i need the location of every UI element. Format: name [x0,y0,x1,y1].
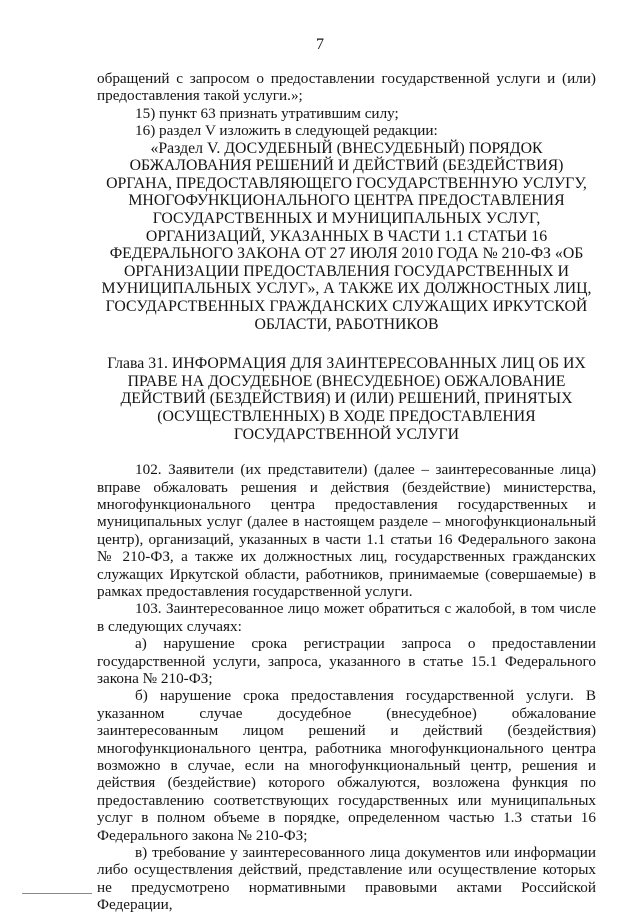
section-title: «Раздел V. ДОСУДЕБНЫЙ (ВНЕСУДЕБНЫЙ) ПОРЯДОК ОБЖАЛОВАНИЯ РЕШЕНИЙ И ДЕЙСТВИЙ (БЕЗДЕЙСТВИЯ) ОРГАНА, ПРЕДОСТАВЛЯЮЩЕГО ГОСУДАРСТВЕННУЮ УСЛУГУ, МНОГОФУНКЦИОНАЛЬНОГО ЦЕНТРА ПРЕДОСТАВЛЕНИЯ ГОСУДАРСТВЕННЫХ И МУНИЦИПАЛЬНЫХ УСЛУГ, ОРГАНИЗАЦИЙ, УКАЗАННЫХ В ЧАСТИ 1.1 СТАТЬИ 16 ФЕДЕРАЛЬНОГО ЗАКОНА ОТ 27 ИЮЛЯ 2010 ГОДА № 210-ФЗ «ОБ ОРГАНИЗАЦИИ ПРЕДОСТАВЛЕНИЯ ГОСУДАРСТВЕННЫХ И МУНИЦИПАЛЬНЫХ УСЛУГ», А ТАКЖЕ ИХ ДОЛЖНОСТНЫХ ЛИЦ, ГОСУДАРСТВЕННЫХ ГРАЖДАНСКИХ СЛУЖАЩИХ ИРКУТСКОЙ ОБЛАСТИ, РАБОТНИКОВ [101,139,592,333]
page-number: 7 [316,36,324,53]
footer-divider [22,893,92,894]
chapter-title: Глава 31. ИНФОРМАЦИЯ ДЛЯ ЗАИНТЕРЕСОВАННЫХ ЛИЦ ОБ ИХ ПРАВЕ НА ДОСУДЕБНОЕ (ВНЕСУДЕБНОЕ) ОБЖАЛОВАНИЕ ДЕЙСТВИЙ (БЕЗДЕЙСТВИЯ) И (ИЛИ) РЕШЕНИЙ, ПРИНЯТЫХ (ОСУЩЕСТВЛЕННЫХ) В ХОДЕ ПРЕДОСТАВЛЕНИЯ ГОСУДАРСТВЕННОЙ УСЛУГИ [107,355,586,443]
list-item-a: а) нарушение срока регистрации запроса о предоставлении государственной услуги, запроса, указанного в статье 15.1 Федерального закона № 210-ФЗ; [97,635,596,687]
list-item-v: в) требование у заинтересованного лица документов или информации либо осуществления действий, представление или осуществление которых не предусмотрено нормативными правовыми актами Российской Федерации, [97,844,596,914]
item-15: 15) пункт 63 признать утратившим силу; [135,104,399,122]
document-body [97,70,596,914]
list-item-b: б) нарушение срока предоставления государственной услуги. В указанном случае досудебное (внесудебное) обжалование заинтересованным лицом решений и действий (бездействия) многофункционального центра, работника многофункционального центра возможно в случае, если на многофункциональный центр, решения и действия (бездействие) которого обжалуются, возложена функция по предоставлению соответствующих государственных или муниципальных услуг в полном объеме в порядке, определенном частью 1.3 статьи 16 Федерального закона № 210-ФЗ; [97,687,596,844]
item-16: 16) раздел V изложить в следующей редакции: [135,122,438,140]
paragraph-103: 103. Заинтересованное лицо может обратиться с жалобой, в том числе в следующих случаях: [97,600,596,635]
intro-continuation: обращений с запросом о предоставлении государственной услуги и (или) предоставления такой услуги.»; [97,70,596,105]
paragraph-102: 102. Заявители (их представители) (далее – заинтересованные лица) вправе обжаловать решения и действия (бездействие) министерства, многофункционального центра предоставления государственных и муниципальных услуг (далее в настоящем разделе – многофункциональный центр), организаций, указанных в части 1.1 статьи 16 Федерального закона № 210-ФЗ, а также их должностных лиц, государственных гражданских служащих Иркутской области, работников, принимаемые (совершаемые) в рамках предоставления государственной услуги. [97,461,596,600]
